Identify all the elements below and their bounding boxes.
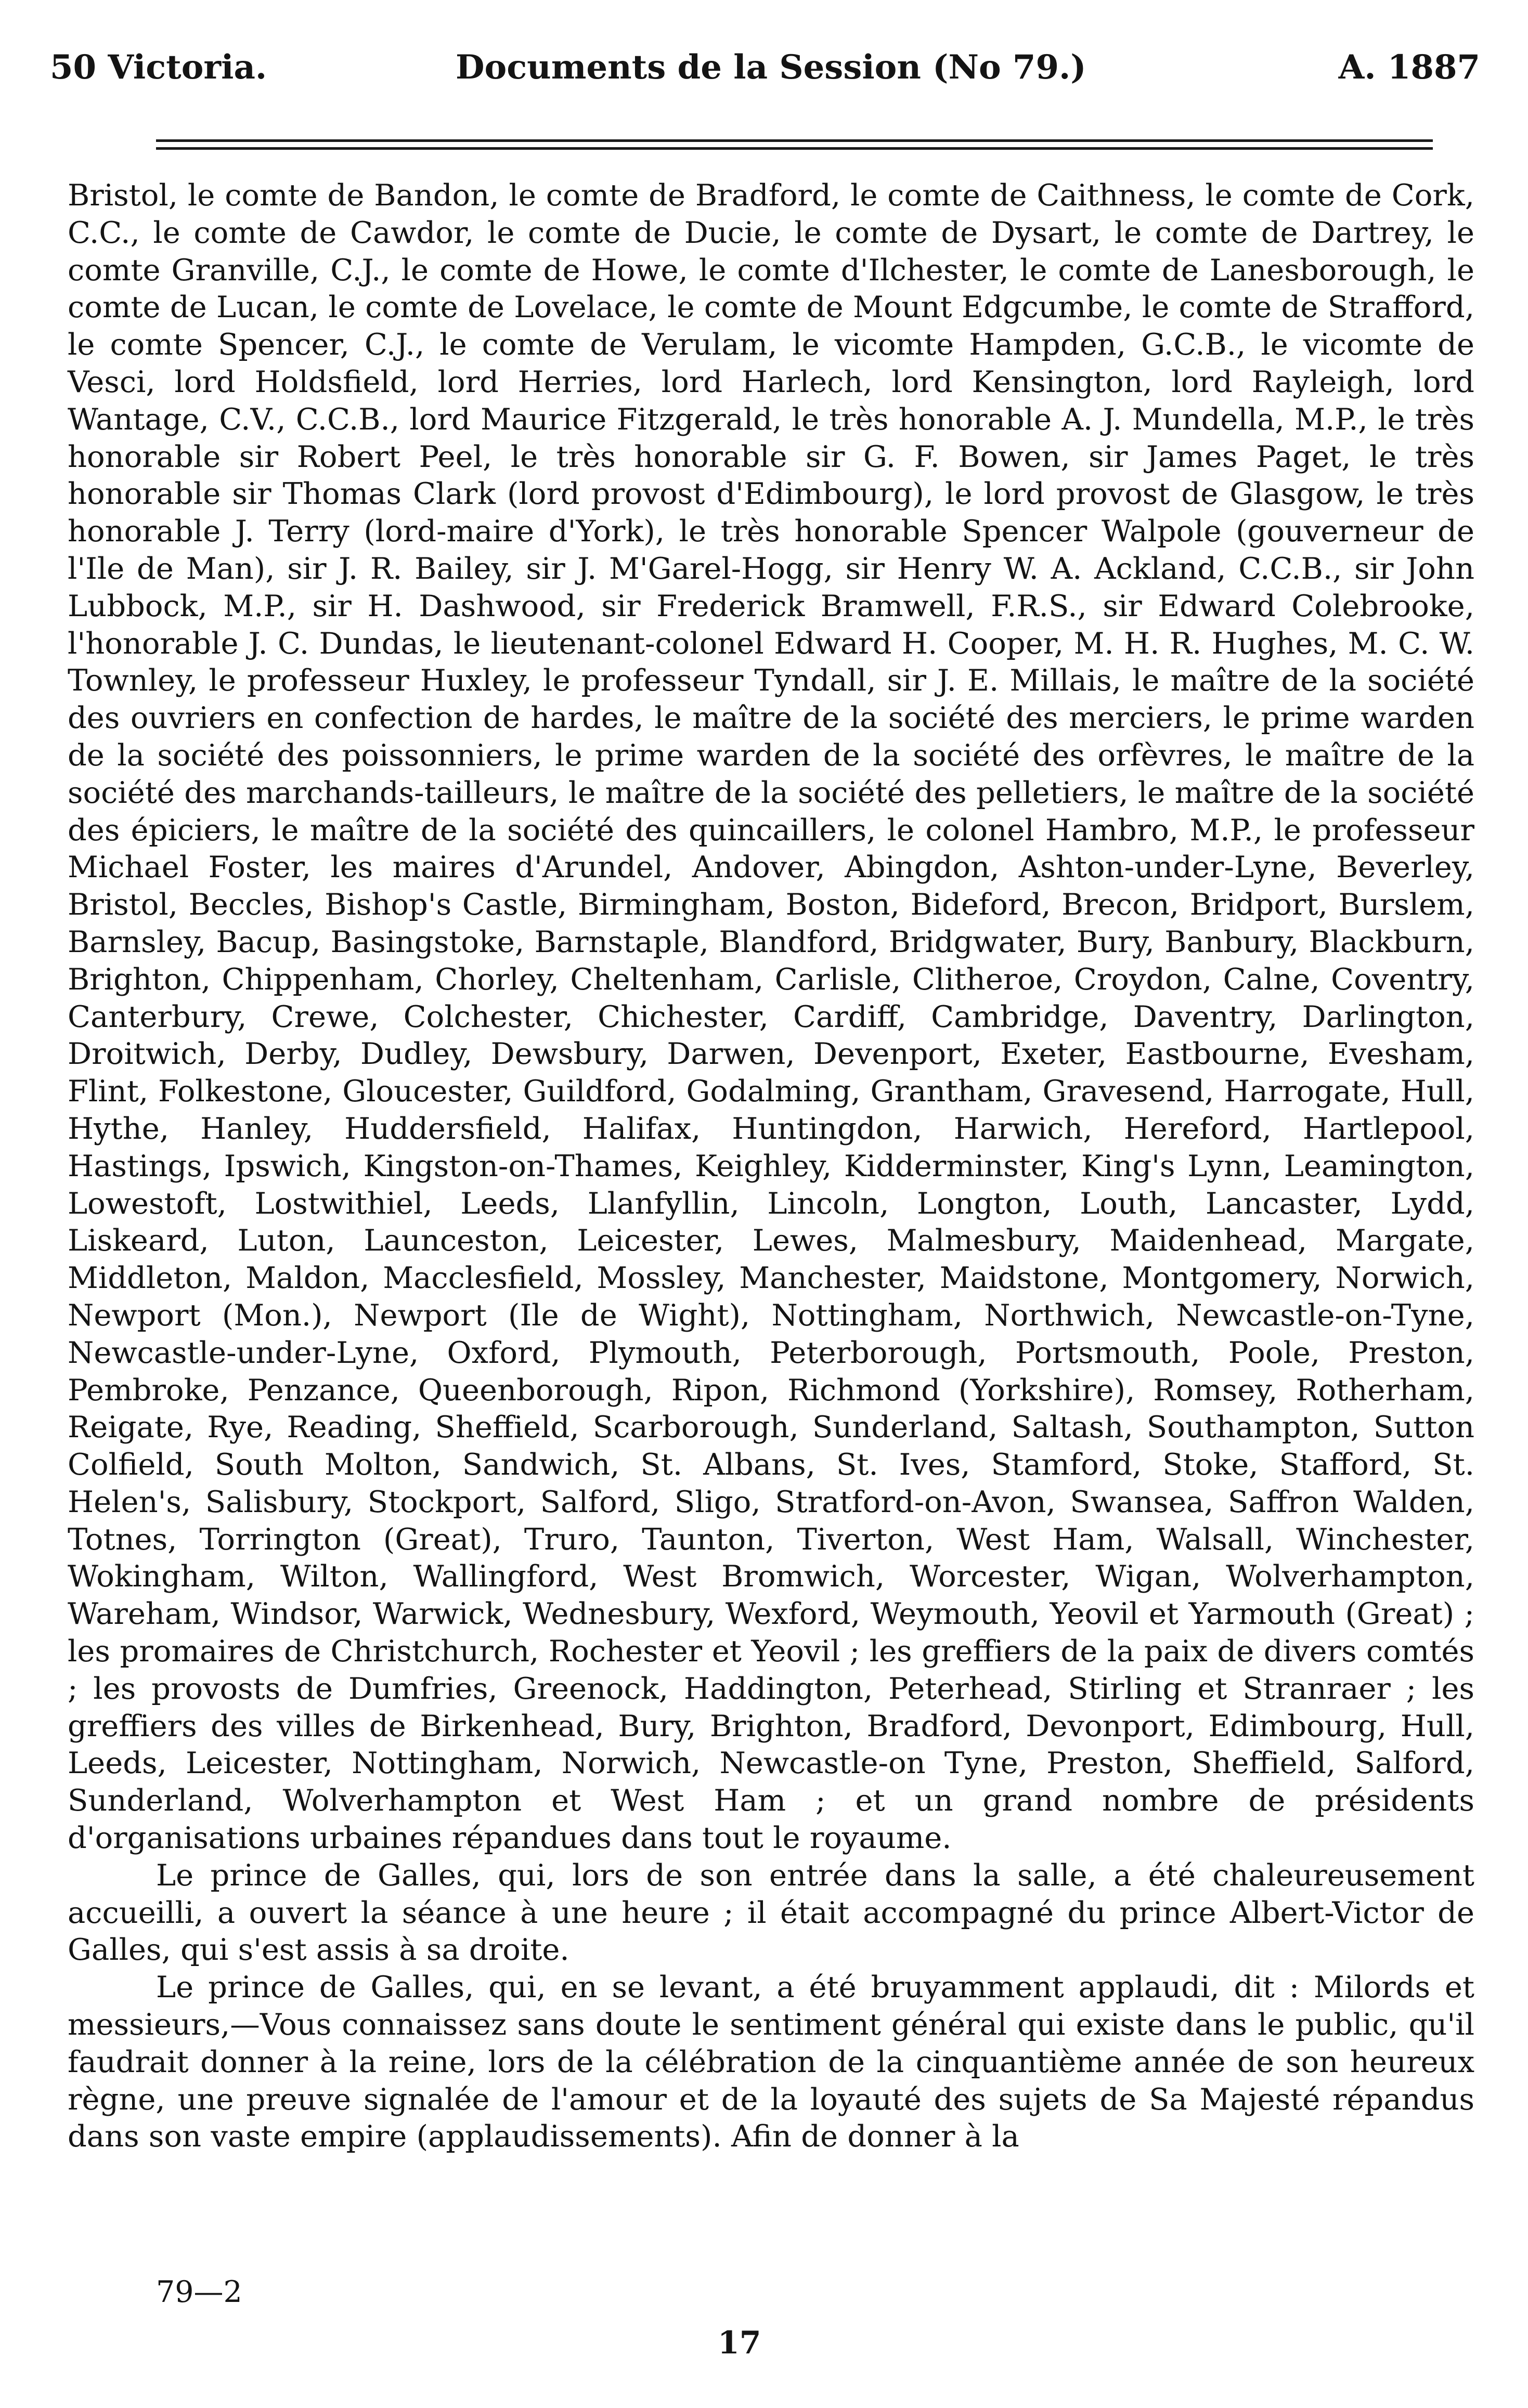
header-regnal-year: 50 Victoria. bbox=[50, 48, 267, 87]
header-year: A. 1887 bbox=[1338, 48, 1480, 87]
running-header bbox=[50, 36, 1480, 99]
paragraph-opening: Le prince de Galles, qui, lors de son entrée dans la salle, a été chaleureusement accueilli, a ouvert la séance à une heure ; il était accompagné du prince Albert-Victor de Galles, qui s'est assis à sa droite. bbox=[68, 1857, 1474, 1968]
header-rule-bottom bbox=[156, 147, 1433, 150]
page-number: 17 bbox=[718, 2325, 761, 2361]
body-text bbox=[68, 177, 1474, 2155]
paragraph-speech: Le prince de Galles, qui, en se levant, a été bruyamment applaudi, dit : Milords et messieurs,—Vous connaissez sans doute le sentiment général qui existe dans le public, qu'il faudrait donner à la reine, lors de la célébration de la cinquantième année de son heureux règne, une preuve signalée de l'amour et de la loyauté des sujets de Sa Majesté répandus dans son vaste empire (applaudissements). Afin de donner à la bbox=[68, 1970, 1474, 2154]
header-rule-top bbox=[156, 139, 1433, 142]
printer-signature-mark: 79—2 bbox=[156, 2275, 242, 2309]
header-document-title: Documents de la Session (No 79.) bbox=[456, 48, 1086, 87]
paragraph-attendees: Bristol, le comte de Bandon, le comte de Bradford, le comte de Caithness, le comte de Cork, C.C., le comte de Cawdor, le comte de Ducie, le comte de Dysart, le comte de Dartrey, le comte Granville, C.J., le comte de Howe, le comte d'Ilchester, le comte de Lanesborough, le comte de Lucan, le comte de Lovelace, le comte de Mount Edgcumbe, le comte de Strafford, le comte Spencer, C.J., le comte de Verulam, le vicomte Hampden, G.C.B., le vicomte de Vesci, lord Holdsfield, lord Herries, lord Harlech, lord Kensington, lord Rayleigh, lord Wantage, C.V., C.C.B., lord Maurice Fitzgerald, le très honorable A. J. Mundella, M.P., le très honorable sir Robert Peel, le très honorable sir G. F. Bowen, sir James Paget, le très honorable sir Thomas Clark (lord provost d'Edimbourg), le lord provost de Glasgow, le très honorable J. Terry (lord-maire d'York), le très honorable Spencer Walpole (gouverneur de l'Ile de Man), sir J. R. Bailey, sir J. M'Garel-Hogg, sir Henry W. A. Ackland, C.C.B., sir John Lubbock, M.P., sir H. Dashwood, sir Frederick Bramwell, F.R.S., sir Edward Colebrooke, l'honorable J. C. Dundas, le lieutenant-colonel Edward H. Cooper, M. H. R. Hughes, M. C. W. Townley, le professeur Huxley, le professeur Tyndall, sir J. E. Millais, le maître de la société des ouvriers en confection de hardes, le maître de la société des merciers, le prime warden de la société des poissonniers, le prime warden de la société des orfèvres, le maître de la société des marchands-tailleurs, le maître de la société des pelletiers, le maître de la société des épiciers, le maître de la société des quincaillers, le colonel Hambro, M.P., le professeur Michael Foster, les maires d'Arundel, Andover, Abingdon, Ashton-under-Lyne, Beverley, Bristol, Beccles, Bishop's Castle, Birmingham, Boston, Bideford, Brecon, Bridport, Burslem, Barnsley, Bacup, Basingstoke, Barnstaple, Blandford, Bridgwater, Bury, Banbury, Blackburn, Brighton, Chippenham, Chorley, Cheltenham, Carlisle, Clitheroe, Croydon, Calne, Coventry, Canterbury, Crewe, Colchester, Chichester, Cardiff, Cambridge, Daventry, Darlington, Droitwich, Derby, Dudley, Dewsbury, Darwen, Devenport, Exeter, Eastbourne, Evesham, Flint, Folkestone, Gloucester, Guildford, Godalming, Grantham, Gravesend, Harrogate, Hull, Hythe, Hanley, Huddersfield, Halifax, Huntingdon, Harwich, Hereford, Hartlepool, Hastings, Ipswich, Kingston-on-Thames, Keighley, Kidderminster, King's Lynn, Leamington, Lowestoft, Lostwithiel, Leeds, Llanfyllin, Lincoln, Longton, Louth, Lancaster, Lydd, Liskeard, Luton, Launceston, Leicester, Lewes, Malmesbury, Maidenhead, Margate, Middleton, Maldon, Macclesfield, Mossley, Manchester, Maidstone, Montgomery, Norwich, Newport (Mon.), Newport (Ile de Wight), Nottingham, Northwich, Newcastle-on-Tyne, Newcastle-under-Lyne, Oxford, Plymouth, Peterborough, Portsmouth, Poole, Preston, Pembroke, Penzance, Queenborough, Ripon, Richmond (Yorkshire), Romsey, Rotherham, Reigate, Rye, Reading, Sheffield, Scarborough, Sunderland, Saltash, Southampton, Sutton Colfield, South Molton, Sandwich, St. Albans, St. Ives, Stamford, Stoke, Stafford, St. Helen's, Salisbury, Stockport, Salford, Sligo, Stratford-on-Avon, Swansea, Saffron Walden, Totnes, Torrington (Great), Truro, Taunton, Tiverton, West Ham, Walsall, Winchester, Wokingham, Wilton, Wallingford, West Bromwich, Worcester, Wigan, Wolverhampton, Wareham, Windsor, Warwick, Wednesbury, Wexford, Weymouth, Yeovil et Yarmouth (Great) ; les promaires de Christchurch, Rochester et Yeovil ; les greffiers de la paix de divers comtés ; les provosts de Dumfries, Greenock, Haddington, Peterhead, Stirling et Stranraer ; les greffiers des villes de Birkenhead, Bury, Brighton, Bradford, Devonport, Edimbourg, Hull, Leeds, Leicester, Nottingham, Norwich, Newcastle-on Tyne, Preston, Sheffield, Salford, Sunderland, Wolverhampton et West Ham ; et un grand nombre de présidents d'organisations urbaines répandues dans tout le royaume. bbox=[68, 178, 1474, 1856]
